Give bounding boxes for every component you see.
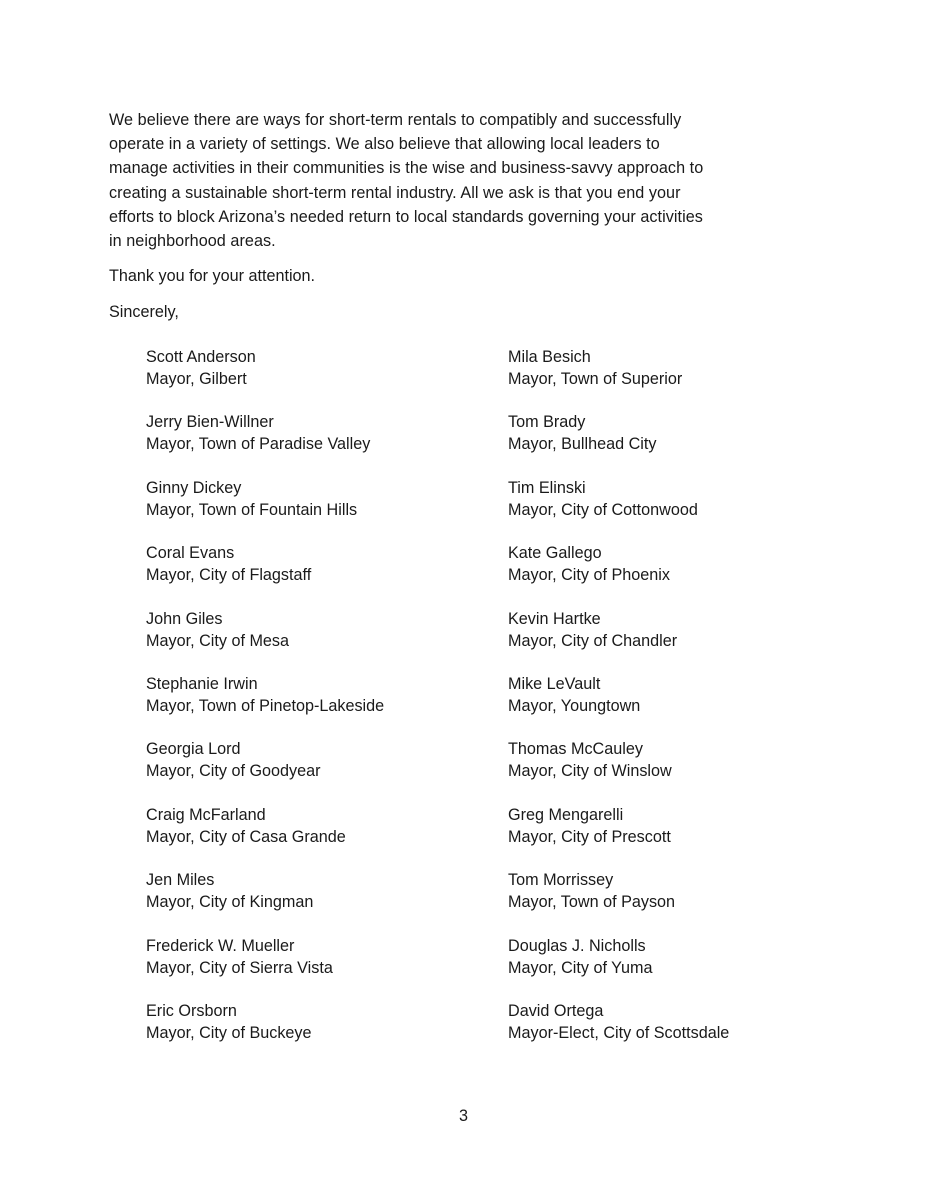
signatory	[146, 869, 508, 934]
signatory-title: Mayor, City of Mesa	[146, 631, 290, 650]
sign-off: Sincerely,	[109, 303, 179, 321]
signatory-row	[146, 608, 786, 673]
signatory-title: Mayor, City of Yuma	[508, 958, 653, 977]
signatory	[508, 738, 786, 803]
signatory-name: Georgia Lord	[146, 740, 241, 759]
signatory-row	[146, 1000, 786, 1065]
page-number: 3	[458, 1107, 468, 1125]
signatory-name: Coral Evans	[146, 544, 235, 563]
signatory	[508, 869, 786, 934]
signatory-name: Ginny Dickey	[146, 478, 242, 497]
signatory-name: Tom Brady	[508, 413, 586, 432]
signatory-title: Mayor, City of Sierra Vista	[146, 958, 333, 977]
signatory-name: Stephanie Irwin	[146, 674, 258, 693]
paragraph-line: creating a sustainable short-term rental industry. All we ask is that you end your	[109, 183, 681, 202]
signatory	[146, 542, 508, 607]
signatory-title: Mayor, Gilbert	[146, 370, 247, 388]
signatory	[508, 673, 786, 738]
signatory-title: Mayor, Town of Superior	[508, 370, 683, 388]
signatory-name: Kate Gallego	[508, 544, 602, 563]
signatory-title: Mayor, City of Prescott	[508, 827, 671, 846]
signatory-row	[146, 935, 786, 1000]
signatory-name: John Giles	[146, 609, 223, 628]
signatory-name: Thomas McCauley	[508, 740, 643, 759]
signatory-title: Mayor, City of Casa Grande	[146, 827, 346, 846]
signatory-title: Mayor, City of Kingman	[146, 893, 314, 912]
signatory-title: Mayor, City of Phoenix	[508, 566, 670, 585]
signatory-name: Craig McFarland	[146, 805, 266, 824]
signatory-name: Kevin Hartke	[508, 609, 601, 628]
signatory	[508, 346, 786, 411]
signatory-name: Tom Morrissey	[508, 871, 614, 890]
signatory	[508, 542, 786, 607]
signatory-title: Mayor, Town of Pinetop-Lakeside	[146, 696, 385, 715]
signatory	[508, 608, 786, 673]
signatory-row	[146, 411, 786, 476]
signatory-row	[146, 738, 786, 803]
signatory-title: Mayor, Town of Paradise Valley	[146, 435, 371, 454]
signatory	[146, 411, 508, 476]
signatory-name: Frederick W. Mueller	[146, 936, 295, 955]
signatory-title: Mayor, City of Buckeye	[146, 1023, 312, 1042]
signatory-title: Mayor, City of Chandler	[508, 631, 678, 650]
signatory	[146, 804, 508, 869]
signatory	[146, 608, 508, 673]
signatory-name: David Ortega	[508, 1001, 604, 1020]
signatory-title: Mayor, City of Flagstaff	[146, 566, 312, 585]
signatory-row	[146, 542, 786, 607]
signatory	[508, 935, 786, 1000]
signatory-row	[146, 804, 786, 869]
signatory	[508, 477, 786, 542]
signatory	[146, 346, 508, 411]
signatory-name: Mila Besich	[508, 348, 591, 366]
paragraph-line: manage activities in their communities is the wise and business-savvy approach to	[109, 159, 704, 178]
signatory-name: Douglas J. Nicholls	[508, 936, 646, 955]
signatory-list	[146, 346, 786, 1065]
paragraph-line: operate in a variety of settings. We also believe that allowing local leaders to	[109, 135, 660, 154]
signatory-row	[146, 477, 786, 542]
signatory-title: Mayor, Town of Fountain Hills	[146, 500, 358, 519]
signatory	[508, 804, 786, 869]
signatory	[146, 935, 508, 1000]
signatory-name: Mike LeVault	[508, 674, 601, 693]
paragraph-line: We believe there are ways for short-term rentals to compatibly and successfully	[109, 111, 682, 129]
paragraph-line: efforts to block Arizona’s needed return to local standards governing your activities	[109, 207, 703, 226]
signatory-title: Mayor, City of Goodyear	[146, 762, 321, 781]
signatory-title: Mayor, Youngtown	[508, 696, 641, 715]
signatory	[146, 477, 508, 542]
signatory-row	[146, 346, 786, 411]
signatory-row	[146, 869, 786, 934]
signatory-name: Jerry Bien-Willner	[146, 413, 274, 432]
thanks-line: Thank you for your attention.	[109, 267, 316, 285]
signatory	[146, 738, 508, 803]
signatory-name: Greg Mengarelli	[508, 805, 624, 824]
signatory-title: Mayor, City of Winslow	[508, 762, 672, 781]
signatory-title: Mayor, Town of Payson	[508, 893, 676, 912]
signatory	[146, 1000, 508, 1065]
signatory-name: Eric Orsborn	[146, 1001, 237, 1020]
signatory-name: Tim Elinski	[508, 478, 586, 497]
signatory	[508, 1000, 786, 1065]
signatory-row	[146, 673, 786, 738]
signatory-title: Mayor, City of Cottonwood	[508, 500, 698, 519]
signatory	[508, 411, 786, 476]
signatory-name: Scott Anderson	[146, 348, 256, 366]
paragraph-line: in neighborhood areas.	[109, 232, 276, 251]
signatory	[146, 673, 508, 738]
signatory-title: Mayor, Bullhead City	[508, 435, 657, 454]
signatory-name: Jen Miles	[146, 871, 215, 890]
signatory-title: Mayor-Elect, City of Scottsdale	[508, 1023, 730, 1042]
body-paragraph	[109, 108, 749, 253]
